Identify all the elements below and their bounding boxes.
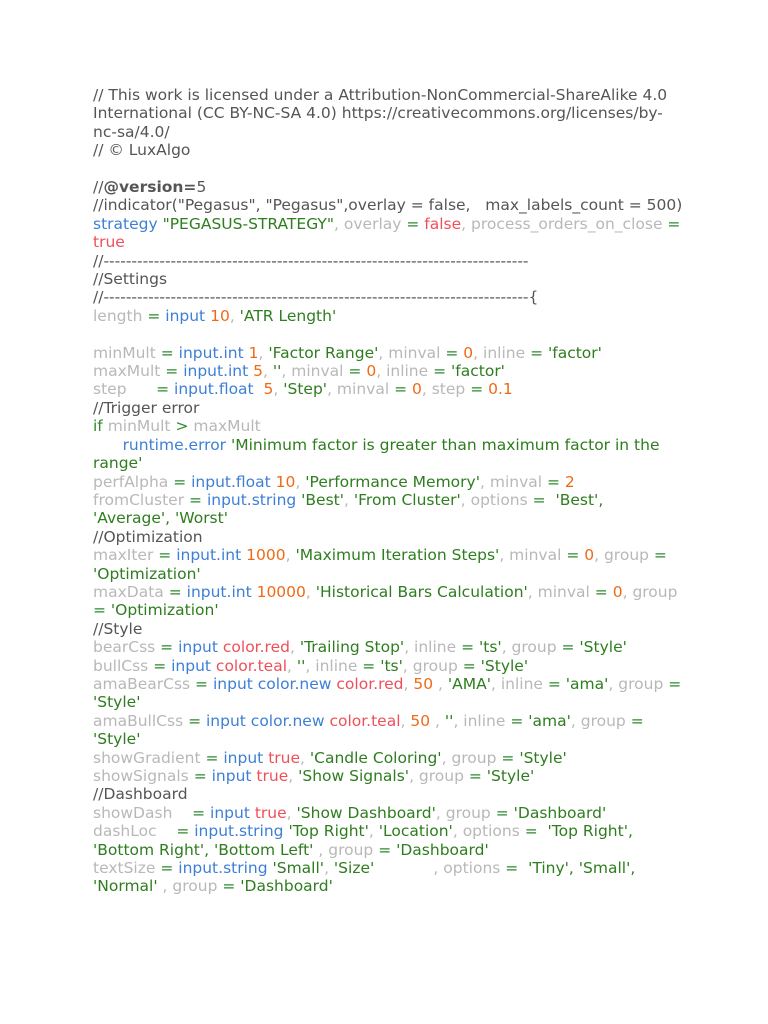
code-token-ident: step: [93, 380, 157, 399]
code-token-kw: input.float: [191, 472, 276, 491]
code-token-op: =: [547, 674, 566, 693]
code-token-op: =: [188, 711, 206, 730]
code-token-op: =: [630, 711, 649, 730]
code-token-ident: group: [603, 546, 654, 565]
code-token-ident: step: [431, 380, 471, 399]
code-token-str: 'ts': [479, 638, 502, 657]
code-token-kw: input.int: [176, 546, 247, 565]
code-token-comment: // © LuxAlgo: [93, 141, 191, 160]
code-token-ident: showSignals: [93, 767, 194, 785]
code-token-str: 'Style': [480, 656, 529, 675]
code-token-num: 0: [463, 343, 474, 362]
code-token-ident: dashLoc: [93, 822, 177, 841]
code-token-ident: options: [443, 859, 506, 878]
code-token-ident: group: [580, 711, 631, 730]
code-token-str: 'From Cluster': [353, 490, 461, 509]
code-token-punct: ,: [305, 582, 316, 601]
code-line: [93, 214, 686, 252]
code-token-str: 'Dashboard': [513, 803, 607, 822]
code-token-num: 5: [263, 380, 274, 399]
code-token-ident: inline: [414, 638, 462, 657]
code-token-str: 'Show Dashboard': [296, 803, 436, 822]
code-token-op: =: [505, 859, 529, 878]
code-token-str: 'ATR Length': [239, 306, 337, 325]
code-token-punct: ,: [305, 656, 316, 675]
code-token-commentbold: @version=: [103, 178, 197, 197]
code-line: [93, 344, 683, 362]
code-token-kw: input: [178, 638, 223, 657]
code-token-kw: input.string: [178, 859, 273, 878]
code-token-ident: showGradient: [93, 748, 206, 767]
code-token-str: 'Historical Bars Calculation': [315, 582, 528, 601]
code-token-str: 'Top Right', 'Bottom Right', 'Bottom Left': [93, 822, 638, 859]
code-token-punct: ,: [318, 840, 329, 859]
code-token-op: =: [378, 840, 397, 859]
code-token-op: =: [160, 638, 179, 657]
code-token-ident: inline: [500, 674, 548, 693]
code-token-op: =: [193, 767, 212, 785]
code-token-op: =: [222, 877, 241, 896]
code-token-punct: ,: [378, 343, 389, 362]
code-token-kw: runtime.error: [122, 435, 231, 454]
code-token-str: 'Optimization': [93, 564, 201, 583]
code-token-kw: input: [211, 767, 257, 785]
code-token-op: =: [546, 472, 565, 491]
code-token-bool: true: [256, 767, 289, 785]
code-token-kw: input: [210, 803, 255, 822]
code-line: [93, 859, 683, 896]
code-token-op: =: [495, 803, 514, 822]
code-token-num: 0: [584, 546, 595, 565]
code-token-op: =: [566, 546, 585, 565]
code-token-op: =: [192, 803, 211, 822]
code-token-punct: ,: [490, 674, 501, 693]
code-token-op: =: [176, 822, 195, 841]
code-token-op: =: [532, 490, 556, 509]
code-token-builtin: color.red: [222, 638, 290, 657]
code-token-punct: ,: [344, 490, 354, 509]
code-token-builtin: color.teal: [215, 656, 288, 675]
code-token-punct: ,: [285, 546, 296, 565]
code-token-str: 'Step': [283, 380, 328, 399]
code-line: [93, 86, 683, 141]
code-token-str: 'Style': [519, 748, 567, 767]
code-token-str: 'ama': [528, 711, 571, 730]
code-token-num: 50: [410, 711, 436, 730]
code-token-ident: minval: [336, 380, 395, 399]
code-token-ident: bullCss: [93, 656, 154, 675]
code-line: [93, 767, 683, 785]
code-token-punct: ,: [287, 656, 297, 675]
code-token-punct: ,: [289, 638, 300, 657]
code-token-ident: group: [618, 674, 669, 693]
code-token-str: 'Optimization': [110, 601, 219, 620]
code-token-str: 'factor': [451, 362, 505, 381]
code-token-kw: input: [223, 748, 269, 767]
code-token-num: 0: [612, 582, 623, 601]
code-token-kw: input.int: [183, 362, 254, 381]
code-token-op: =: [348, 362, 367, 381]
code-token-op: =: [524, 822, 548, 841]
code-token-str: "PEGASUS-STRATEGY": [162, 214, 335, 233]
code-token-punct: ,: [402, 656, 413, 675]
code-token-ident: group: [418, 767, 469, 785]
code-token-str: 'Best', 'Average', 'Worst': [93, 490, 609, 528]
code-token-str: 'factor': [547, 343, 602, 362]
code-line: [93, 491, 683, 528]
code-line: [93, 380, 683, 398]
code-token-op: =: [158, 546, 177, 565]
code-token-punct: ,: [501, 638, 512, 657]
code-token-comment: //indicator("Pegasus", "Pegasus",overlay = false, max_labels_count = 500): [93, 196, 683, 215]
code-token-ident: inline: [386, 362, 434, 381]
code-line: [93, 270, 683, 288]
code-token-op: =: [406, 214, 425, 233]
code-token-ident: inline: [483, 343, 531, 362]
code-line: [93, 785, 683, 803]
code-token-ident: group: [328, 840, 379, 859]
code-token-punct: ,: [404, 638, 415, 657]
code-token-ident: showDash: [93, 803, 193, 822]
code-token-kw: input.float: [174, 380, 264, 399]
code-token-kw: input color.new: [206, 711, 330, 730]
code-token-ident: length: [93, 306, 148, 325]
code-token-punct: ,: [527, 582, 538, 601]
code-token-str: 'Style': [93, 693, 141, 712]
code-token-op: =: [433, 362, 452, 381]
code-token-op: =: [362, 656, 381, 675]
code-token-str: 'Location': [378, 822, 453, 841]
code-token-ident: bearCss: [93, 638, 161, 657]
code-token-punct: ,: [435, 711, 445, 730]
code-token-ident: inline: [463, 711, 511, 730]
code-token-punct: ,: [433, 859, 444, 878]
code-token-op: =: [173, 472, 192, 491]
code-token-op: =: [561, 638, 580, 657]
code-token-op: =: [147, 306, 166, 325]
code-token-op: =: [189, 490, 207, 509]
code-token-punct: ,: [229, 306, 240, 325]
code-token-ident: minval: [291, 362, 349, 381]
code-token-ident: maxMult: [193, 417, 261, 436]
code-token-op: >: [175, 417, 194, 436]
code-token-bool: true: [93, 233, 125, 252]
code-token-ident: group: [445, 803, 496, 822]
code-token-ident: options: [470, 490, 533, 509]
code-token-op: =: [153, 656, 172, 675]
code-token-builtin: color.red: [336, 674, 404, 693]
code-line: [93, 399, 683, 417]
code-token-ident: group: [632, 582, 683, 601]
code-token-ident: amaBearCss: [93, 674, 196, 693]
code-token-str: '': [444, 711, 454, 730]
code-token-ident: options: [462, 822, 525, 841]
code-token-ident: minval: [489, 472, 547, 491]
code-token-op: =: [160, 859, 179, 878]
code-line: [93, 252, 683, 270]
code-token-punct: ,: [452, 822, 463, 841]
code-token-op: =: [667, 214, 686, 233]
code-line: [93, 528, 683, 546]
code-token-num: 1: [248, 343, 259, 362]
code-token-ident: overlay: [343, 214, 407, 233]
code-line: [93, 620, 683, 638]
code-token-op: =: [168, 582, 187, 601]
code-token-punct: ,: [441, 748, 452, 767]
code-token-punct: ,: [453, 711, 464, 730]
code-line: [93, 473, 683, 491]
code-token-comment: //----------------------------------------------------------------------------: [93, 251, 529, 270]
code-line: [93, 178, 683, 196]
code-token-num: 0: [366, 362, 377, 381]
code-token-punct: ,: [327, 380, 337, 399]
code-line: [93, 307, 683, 325]
code-line: [93, 546, 683, 583]
code-line: [93, 804, 683, 822]
code-token-op: =: [195, 674, 213, 693]
code-token-str: 'Maximum Iteration Steps': [295, 546, 500, 565]
code-token-op: =: [668, 674, 687, 693]
code-token-ident: amaBullCss: [93, 711, 189, 730]
code-token-ident: group: [511, 638, 562, 657]
code-line: [93, 362, 683, 380]
code-token-punct: ,: [622, 582, 633, 601]
code-line: [93, 436, 683, 473]
code-token-str: 'Size': [333, 859, 434, 878]
code-line: [93, 583, 683, 620]
code-token-kw: input: [165, 306, 211, 325]
code-token-str: 'Minimum factor is greater than maximum factor in the range': [93, 435, 665, 473]
code-token-ident: maxData: [93, 582, 169, 601]
code-token-punct: ,: [281, 362, 292, 381]
code-token-punct: ,: [334, 214, 344, 233]
code-token-ident: minMult: [107, 417, 176, 436]
code-token-str: 'Tiny', 'Small', 'Normal': [93, 859, 641, 896]
code-token-punct: ,: [324, 859, 334, 878]
code-token-op: =: [510, 711, 529, 730]
code-token-ident: minval: [509, 546, 567, 565]
code-token-str: 'ama': [565, 674, 609, 693]
code-token-punct: ,: [258, 343, 269, 362]
code-token-op: =: [530, 343, 548, 362]
code-token-punct: ,: [594, 546, 604, 565]
code-token-ident: inline: [315, 656, 363, 675]
code-token-comment: // This work is licensed under a Attribution-NonCommercial-ShareAlike 4.0 International (CC BY-NC-SA 4.0) https://creativecommons.org/licenses/by-nc-sa/4.0/: [93, 86, 673, 141]
code-line: [93, 417, 683, 435]
code-token-op: =: [501, 748, 520, 767]
code-token-ident: textSize: [93, 859, 161, 878]
code-token-op: =: [156, 380, 175, 399]
code-token-num: 10: [275, 472, 296, 491]
code-token-str: 'Show Signals': [298, 767, 410, 785]
code-token-str: 'ts': [380, 656, 403, 675]
code-token-op: =: [470, 380, 489, 399]
code-token-op: =: [93, 601, 111, 620]
code-token-num: 0.1: [488, 380, 513, 399]
code-token-punct: ,: [295, 472, 306, 491]
code-token-op: =: [653, 546, 672, 565]
code-token-str: 'Dashboard': [396, 840, 489, 859]
code-token-comment: 5: [196, 178, 207, 197]
code-token-op: if: [93, 417, 108, 436]
code-token-punct: ,: [499, 546, 510, 565]
code-token-str: 'Style': [93, 730, 141, 749]
code-line: [93, 160, 683, 178]
code-token-str: 'Performance Memory': [305, 472, 480, 491]
code-token-ident: perfAlpha: [93, 472, 174, 491]
code-token-punct: ,: [479, 472, 490, 491]
code-token-str: 'Dashboard': [240, 877, 333, 896]
code-token-str: 'Small': [272, 859, 325, 878]
code-token-op: =: [462, 656, 481, 675]
code-line: [93, 196, 683, 214]
code-document: [93, 86, 687, 896]
code-token-punct: ,: [162, 877, 173, 896]
code-token-comment: //Settings: [93, 270, 168, 289]
code-line: [93, 749, 683, 767]
code-line: [93, 822, 683, 859]
code-token-punct: ,: [461, 214, 472, 233]
code-token-kw: input.int: [186, 582, 257, 601]
code-token-kw: input color.new: [212, 674, 337, 693]
code-token-num: 0: [411, 380, 422, 399]
code-token-kw: input.int: [178, 343, 249, 362]
code-token-str: 'Trailing Stop': [299, 638, 405, 657]
code-token-ident: group: [451, 748, 502, 767]
code-token-comment: //----------------------------------------------------------------------------{: [93, 288, 539, 307]
code-token-punct: [93, 436, 123, 454]
code-token-punct: ,: [288, 767, 299, 785]
code-token-op: =: [594, 582, 613, 601]
code-token-kw: input.string: [206, 490, 302, 509]
code-token-punct: ,: [570, 711, 581, 730]
code-token-comment: //Trigger error: [93, 398, 200, 417]
code-token-punct: ,: [273, 380, 284, 399]
code-token-ident: fromCluster: [93, 490, 190, 509]
code-line: [93, 288, 683, 306]
code-token-num: 10: [210, 306, 230, 325]
code-token-punct: ,: [376, 362, 387, 381]
code-token-num: 10000: [256, 582, 306, 601]
code-token-str: 'Candle Coloring': [309, 748, 442, 767]
code-token-comment: //: [93, 178, 104, 197]
code-token-op: =: [205, 748, 224, 767]
code-token-bool: true: [268, 748, 300, 767]
code-token-ident: minMult: [93, 343, 161, 362]
code-line: [93, 657, 683, 675]
code-token-ident: group: [412, 656, 463, 675]
code-token-punct: ,: [300, 748, 310, 767]
code-token-punct: ,: [421, 380, 432, 399]
code-token-ident: group: [172, 877, 223, 896]
code-token-num: 50: [413, 674, 439, 693]
code-token-punct: ,: [403, 674, 414, 693]
code-token-punct: ,: [286, 803, 297, 822]
code-token-punct: ,: [460, 490, 471, 509]
code-token-punct: ,: [400, 711, 411, 730]
code-token-ident: minval: [388, 343, 446, 362]
code-token-comment: //Style: [93, 619, 143, 638]
code-token-punct: ,: [368, 822, 379, 841]
code-token-punct: ,: [435, 803, 446, 822]
code-token-comment: //Optimization: [93, 527, 203, 546]
code-token-op: =: [445, 343, 464, 362]
code-line: [93, 325, 683, 343]
code-token-op: =: [165, 362, 184, 381]
code-token-ident: maxMult: [93, 362, 166, 381]
code-token-builtin: color.teal: [329, 711, 401, 730]
code-token-bool: true: [254, 803, 287, 822]
code-token-punct: ,: [409, 767, 419, 785]
code-token-punct: ,: [263, 362, 273, 381]
code-token-str: 'Style': [486, 767, 535, 785]
code-token-kw: input.string: [194, 822, 289, 841]
code-token-str: '': [272, 362, 282, 381]
code-token-str: 'Factor Range': [268, 343, 379, 362]
code-token-ident: process_orders_on_close: [471, 214, 668, 233]
code-token-str: 'AMA': [447, 674, 491, 693]
code-token-op: =: [160, 343, 179, 362]
code-token-comment: //Dashboard: [93, 785, 188, 804]
code-token-punct: ,: [608, 674, 619, 693]
code-token-num: 5: [253, 362, 264, 381]
code-token-ident: minval: [537, 582, 595, 601]
code-token-bool: false: [424, 214, 462, 233]
code-token-punct: ,: [438, 674, 448, 693]
code-token-kw: input: [171, 656, 216, 675]
code-token-op: =: [468, 767, 487, 785]
code-token-num: 1000: [246, 546, 286, 565]
code-token-op: =: [461, 638, 479, 657]
code-line: [93, 141, 683, 159]
code-line: [93, 638, 683, 656]
code-token-punct: ,: [473, 343, 484, 362]
code-token-op: =: [394, 380, 412, 399]
code-token-str: 'Style': [579, 638, 627, 657]
code-token-kw: strategy: [93, 214, 163, 233]
code-token-ident: maxIter: [93, 546, 159, 565]
code-token-str: '': [296, 656, 306, 675]
code-token-str: 'Best': [301, 490, 345, 509]
code-line: [93, 674, 687, 712]
code-line: [93, 712, 683, 749]
code-token-num: 2: [564, 472, 575, 491]
code-token-str: 'Top Right': [288, 822, 369, 841]
